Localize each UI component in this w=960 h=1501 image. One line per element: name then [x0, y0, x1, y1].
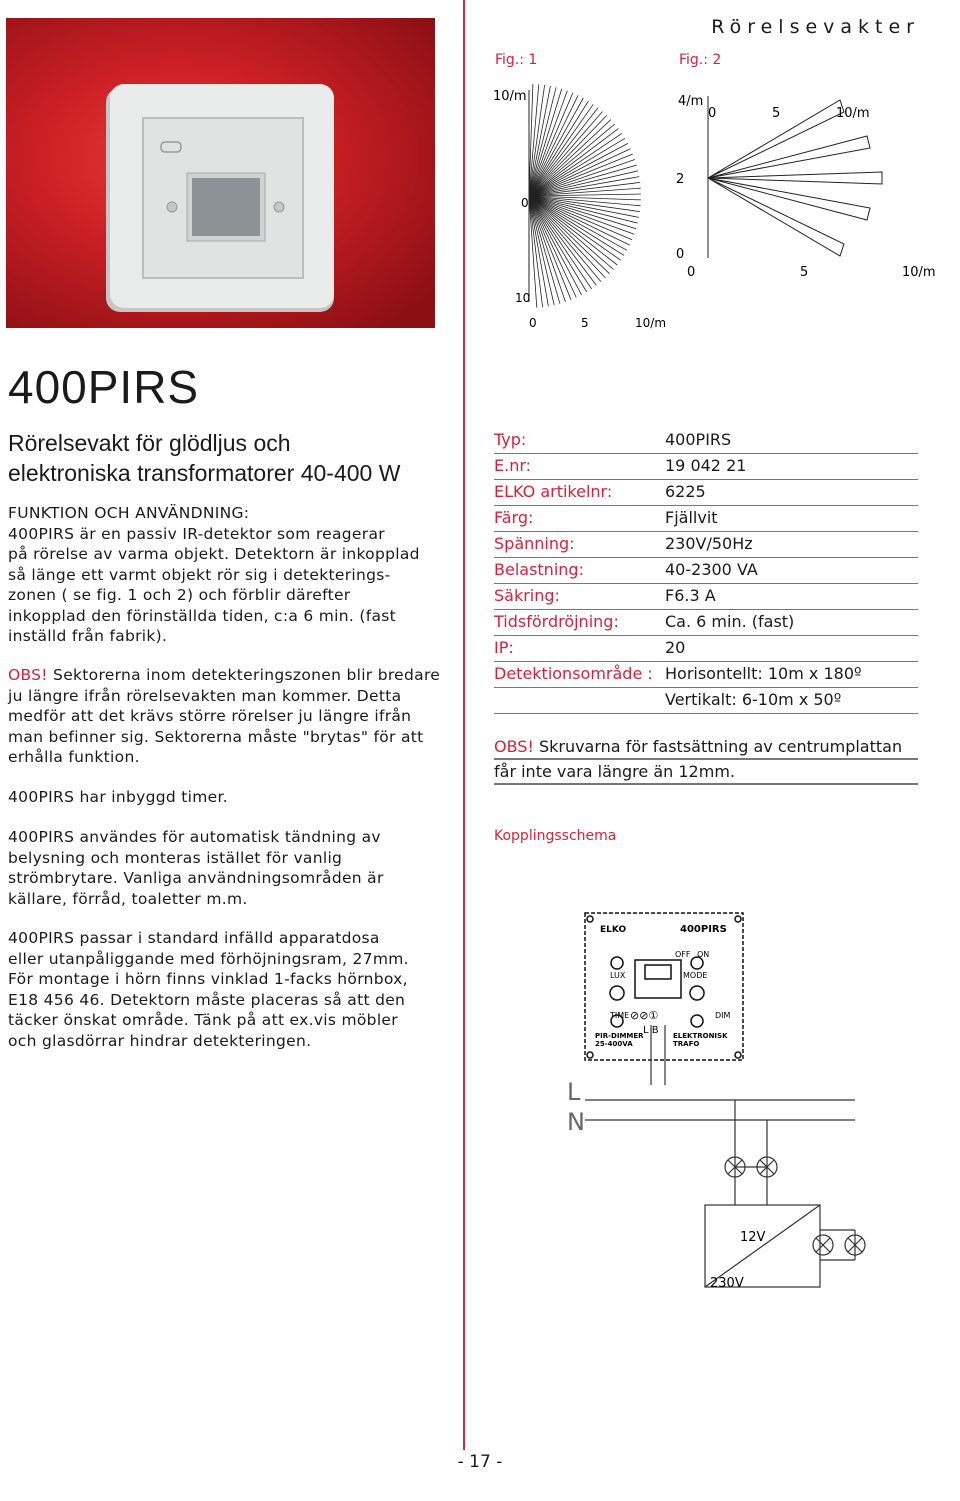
fig2-x5-top: 5	[772, 106, 781, 121]
fig2-x10-top: 10/m	[836, 106, 870, 121]
spec-value: Ca. 6 min. (fast)	[665, 612, 795, 631]
spec-value: Horisontellt: 10m x 180º	[665, 664, 862, 683]
wiring-12v: 12V	[740, 1230, 766, 1245]
spec-value: Vertikalt: 6-10m x 50º	[665, 690, 842, 709]
mount-line: För montage i hörn finns vinklad 1-facks hörnbox,	[8, 970, 408, 988]
funktion-line: inställd från fabrik).	[8, 627, 168, 645]
subtitle-line-1: Rörelsevakt för glödljus och	[8, 430, 291, 456]
wiring-N: N	[567, 1108, 585, 1136]
wiring-mode: MODE	[683, 971, 708, 980]
wiring-L: L	[567, 1078, 581, 1106]
spec-value: Fjällvit	[665, 508, 718, 527]
obs-line: medför att det krävs större rörelser ju längre ifrån	[8, 707, 412, 725]
rule	[494, 758, 918, 760]
wiring-dim: DIM	[715, 1011, 731, 1020]
spec-row	[494, 610, 918, 636]
spec-key: Färg:	[494, 508, 534, 527]
product-code: 400PIRS	[8, 361, 200, 413]
spec-row	[494, 636, 918, 662]
wiring-time: TIME	[610, 1011, 630, 1020]
wiring-trafo: TRAFO	[673, 1040, 700, 1048]
mount-line: E18 456 46. Detektorn måste placeras så att den	[8, 990, 406, 1009]
rule	[494, 783, 918, 785]
spec-row	[494, 662, 918, 688]
wiring-heading: Kopplingsschema	[494, 828, 617, 844]
spec-value: 6225	[665, 482, 706, 501]
spec-key: Belastning:	[494, 560, 584, 579]
mount-section	[8, 928, 458, 1051]
mount-line: och glasdörrar hindrar detekteringen.	[8, 1031, 312, 1050]
use-line: 400PIRS användes för automatisk tändning av	[8, 828, 381, 846]
spec-row	[494, 454, 918, 480]
wiring-brand: ELKO	[600, 925, 627, 935]
obs2-label: OBS!	[494, 737, 534, 756]
use-line: strömbrytare. Vanliga användningsområden är	[8, 869, 384, 887]
fig2-top-label: 4/m	[678, 94, 704, 109]
fig2-y0: 0	[676, 247, 685, 262]
wiring-model: 400PIRS	[680, 924, 727, 935]
spec-value: 40-2300 VA	[665, 560, 758, 579]
fig1-vertical-detection-diagram	[485, 80, 675, 335]
fig1-label: Fig.: 1	[495, 52, 538, 68]
fig1-x10: 10/m	[635, 316, 667, 330]
funktion-section	[8, 503, 458, 647]
column-divider	[463, 0, 465, 1450]
fig1-top-label: 10/m	[493, 89, 527, 104]
spec-key: IP:	[494, 638, 514, 657]
fig1-bottom-label: 10	[515, 291, 531, 305]
spec-key: Spänning:	[494, 534, 575, 553]
funktion-line: inkopplad den förinställda tiden, c:a 6 min. (fast	[8, 606, 397, 625]
spec-row	[494, 428, 918, 454]
spec-value: F6.3 A	[665, 586, 716, 605]
mount-line: eller utanpåliggande med förhöjningsram, 27mm.	[8, 949, 409, 968]
obs-line: erhålla funktion.	[8, 748, 140, 766]
spec-value: 19 042 21	[665, 456, 747, 475]
obs-line: ju längre ifrån rörelsevakten man kommer. Detta	[8, 686, 402, 705]
product-photo	[6, 18, 435, 328]
funktion-heading: FUNKTION OCH ANVÄNDNING:	[8, 504, 250, 522]
spec-row	[494, 506, 918, 532]
obs-section	[8, 665, 458, 768]
spec-value: 20	[665, 638, 686, 657]
timer-note: 400PIRS har inbyggd timer.	[8, 788, 228, 806]
spec-row	[494, 532, 918, 558]
use-line: källare, förråd, toaletter m.m.	[8, 889, 248, 908]
obs-line: Sektorerna inom detekteringszonen blir bredare	[47, 666, 441, 684]
motion-detector-image	[6, 18, 435, 328]
use-line: belysning och monteras istället för vanlig	[8, 848, 343, 867]
funktion-line: zonen ( se fig. 1 och 2) och förblir därefter	[8, 586, 351, 604]
wiring-lux: LUX	[610, 971, 626, 980]
fig2-x0: 0	[687, 265, 696, 280]
spec-row	[494, 480, 918, 506]
spec-key: Typ:	[494, 430, 527, 449]
spec-table	[494, 428, 918, 714]
fig2-x10: 10/m	[902, 265, 936, 280]
wiring-elektronisk: ELEKTRONISK	[673, 1032, 728, 1040]
spec-row	[494, 688, 918, 714]
spec-row	[494, 584, 918, 610]
fig2-horizontal-detection-diagram	[672, 88, 947, 283]
wiring-terminals: ⊘⊘①	[630, 1009, 659, 1022]
page-number: - 17 -	[457, 1452, 503, 1472]
mount-line: 400PIRS passar i standard infälld apparatdosa	[8, 929, 380, 947]
fig1-x0: 0	[529, 316, 537, 330]
spec-value: 400PIRS	[665, 430, 732, 449]
obs-label: OBS!	[8, 666, 48, 684]
fig1-x5: 5	[581, 316, 589, 330]
mounting-warning	[494, 734, 918, 784]
spec-value: 230V/50Hz	[665, 534, 753, 553]
wiring-230v: 230V	[710, 1276, 744, 1291]
spec-key: E.nr:	[494, 456, 532, 475]
spec-key: Säkring:	[494, 586, 560, 605]
spec-key: Detektionsområde :	[494, 664, 653, 683]
fig2-x0-top: 0	[708, 106, 717, 121]
spec-key: ELKO artikelnr:	[494, 482, 613, 501]
fig2-y2: 2	[676, 172, 685, 187]
fig2-x5: 5	[800, 265, 809, 280]
wiring-off: OFF	[675, 950, 691, 959]
wiring-pir-va: 25-400VA	[595, 1040, 633, 1048]
wiring-pir-dimmer: PIR-DIMMER	[595, 1032, 644, 1040]
funktion-line: 400PIRS är en passiv IR-detektor som reagerar	[8, 524, 385, 543]
fig2-label: Fig.: 2	[679, 52, 722, 68]
subtitle-line-2: elektroniska transformatorer 40-400 W	[8, 460, 401, 486]
funktion-line: på rörelse av varma objekt. Detektorn är inkopplad	[8, 545, 420, 563]
wiring-on: ON	[697, 950, 710, 959]
product-subtitle	[8, 428, 458, 488]
wiring-diagram	[555, 905, 885, 1300]
obs2-line-1: Skruvarna för fastsättning av centrumplattan	[533, 737, 903, 756]
header-title: Rörelsevakter	[711, 16, 920, 38]
spec-row	[494, 558, 918, 584]
spec-key: Tidsfördröjning:	[494, 612, 619, 631]
obs-line: man befinner sig. Sektorerna måste "brytas" för att	[8, 727, 424, 746]
mount-line: täcker önskat område. Tänk på att ex.vis möbler	[8, 1011, 398, 1029]
fig1-mid-label: 0	[521, 196, 529, 210]
obs2-line-2: får inte vara längre än 12mm.	[494, 762, 735, 781]
use-section	[8, 827, 458, 909]
wiring-lb: L B	[643, 1025, 659, 1036]
funktion-line: så länge ett varmt objekt rör sig i detekterings-	[8, 565, 391, 584]
